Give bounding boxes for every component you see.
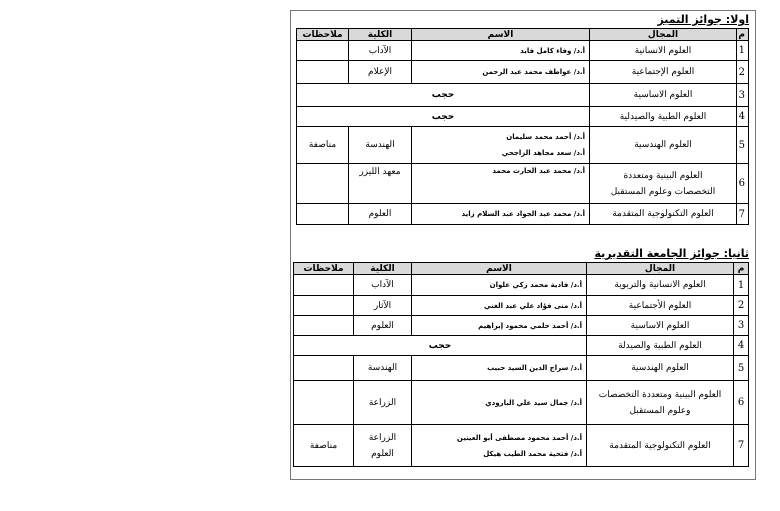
table-row (294, 336, 749, 356)
appreciation-awards-table (293, 262, 749, 467)
header-field: المجال (587, 263, 734, 275)
row-field: العلوم الهندسية (587, 356, 734, 381)
excellence-awards-table (296, 28, 749, 225)
row-name: أ.د/ وفاء كامل فايد (412, 41, 590, 61)
row-name: أ.د/ فادية محمد زكي علوان (412, 275, 587, 296)
row-field-line-1: العلوم البينية ومتعددة (623, 170, 703, 181)
row-num: 5 (734, 356, 749, 381)
row-field-line-2: وعلوم المستقبل (629, 405, 691, 416)
table-row (297, 107, 749, 127)
row-name-2: أ.د/ فتحية محمد الطيب هيكل (483, 449, 582, 458)
row-name: أ.د/ منى فؤاد علي عبد الغني (412, 296, 587, 316)
table-row (294, 356, 749, 381)
row-num: 1 (737, 41, 749, 61)
row-num: 4 (734, 336, 749, 356)
section-title: اولا: جوائز التميز (657, 13, 749, 26)
header-college: الكلية (349, 29, 412, 41)
withheld-cell: حجب (297, 107, 590, 127)
row-college: الهندسة (354, 356, 412, 381)
row-college-1: الزراعة (368, 432, 397, 443)
row-college: الهندسة (349, 127, 412, 164)
row-name-1: أ.د/ أحمد محمد سليمان (506, 133, 585, 141)
row-college: الآثار (354, 296, 412, 316)
row-college: معهد الليزر (349, 164, 412, 204)
row-field: العلوم الطبية والصيدلية (590, 107, 737, 127)
row-field: العلوم الهندسية (590, 127, 737, 164)
table-row (297, 61, 749, 84)
row-notes (294, 356, 354, 381)
table-row (297, 164, 749, 204)
row-num: 5 (737, 127, 749, 164)
row-field: العلوم الاساسية (587, 316, 734, 336)
table-row (294, 275, 749, 296)
table-row (297, 127, 749, 164)
row-num: 3 (737, 84, 749, 107)
row-college: الزراعة (354, 381, 412, 425)
row-name: أ.د/ أحمد حلمي محمود إبراهيم (412, 316, 587, 336)
row-names (412, 425, 587, 467)
excellence-awards-section (291, 11, 755, 241)
row-college: الآداب (349, 41, 412, 61)
row-notes (294, 275, 354, 296)
table-row (294, 296, 749, 316)
row-college: العلوم (354, 316, 412, 336)
row-names (412, 127, 590, 164)
row-colleges (354, 425, 412, 467)
row-notes (297, 41, 349, 61)
row-notes (294, 381, 354, 425)
row-college: الآداب (354, 275, 412, 296)
table-row (297, 84, 749, 107)
table-row (294, 381, 749, 425)
row-num: 6 (737, 164, 749, 204)
header-notes: ملاحظات (297, 29, 349, 41)
row-name: أ.د/ عواطف محمد عبد الرحمن (412, 61, 590, 84)
row-notes: مناصفة (294, 425, 354, 467)
table-row (294, 316, 749, 336)
row-notes (294, 296, 354, 316)
document-page (290, 10, 756, 480)
row-name: أ.د/ محمد عبد الجواد عبد السلام زايد (412, 204, 590, 225)
withheld-cell: حجب (297, 84, 590, 107)
row-num: 3 (734, 316, 749, 336)
row-num: 2 (737, 61, 749, 84)
header-num: م (734, 263, 749, 275)
row-notes (297, 61, 349, 84)
table-header-row (294, 263, 749, 275)
header-college: الكلية (354, 263, 412, 275)
row-num: 7 (734, 425, 749, 467)
row-num: 4 (737, 107, 749, 127)
row-notes: مناصفة (297, 127, 349, 164)
row-field (587, 381, 734, 425)
withheld-cell: حجب (294, 336, 587, 356)
row-college: العلوم (349, 204, 412, 225)
table-row (297, 41, 749, 61)
row-name-1: أ.د/ أحمد محمود مصطفى أبو العينين (456, 433, 582, 442)
row-name: أ.د/ جمال سيد علي البارودي (412, 381, 587, 425)
row-field: العلوم الأجتماعية (587, 296, 734, 316)
header-name: الاسم (412, 29, 590, 41)
row-field: العلوم الانسانية والتربوية (587, 275, 734, 296)
row-field-line-2: التخصصات وعلوم المستقبل (610, 186, 716, 197)
table-header-row (297, 29, 749, 41)
row-num: 2 (734, 296, 749, 316)
section-title: ثانيا: جوائز الجامعة التقديرية (594, 247, 749, 260)
row-name: أ.د/ محمد عبد الحارث محمد (412, 164, 590, 204)
header-field: المجال (590, 29, 737, 41)
table-row (297, 204, 749, 225)
row-field: العلوم التكنولوجية المتقدمة (587, 425, 734, 467)
row-field (590, 164, 737, 204)
header-name: الاسم (412, 263, 587, 275)
row-name-2: أ.د/ سعد مجاهد الزاجحي (501, 149, 585, 157)
row-field: العلوم الاساسية (590, 84, 737, 107)
row-field: العلوم الانسانية (590, 41, 737, 61)
row-college-2: العلوم (371, 448, 394, 459)
row-college: الإعلام (349, 61, 412, 84)
table-row (294, 425, 749, 467)
row-field: العلوم الطبية والصيدلة (587, 336, 734, 356)
header-num: م (737, 29, 749, 41)
row-num: 6 (734, 381, 749, 425)
row-name: أ.د/ سراج الدين السيد حبيب (412, 356, 587, 381)
row-notes (297, 164, 349, 204)
header-notes: ملاحظات (294, 263, 354, 275)
row-notes (297, 204, 349, 225)
row-notes (294, 316, 354, 336)
row-field: العلوم التكنولوجية المتقدمة (590, 204, 737, 225)
appreciation-awards-section (291, 247, 755, 479)
row-num: 7 (737, 204, 749, 225)
row-field-line-1: العلوم البينية ومتعددة التخصصات (598, 389, 722, 400)
row-field: العلوم الإجتماعية (590, 61, 737, 84)
row-num: 1 (734, 275, 749, 296)
